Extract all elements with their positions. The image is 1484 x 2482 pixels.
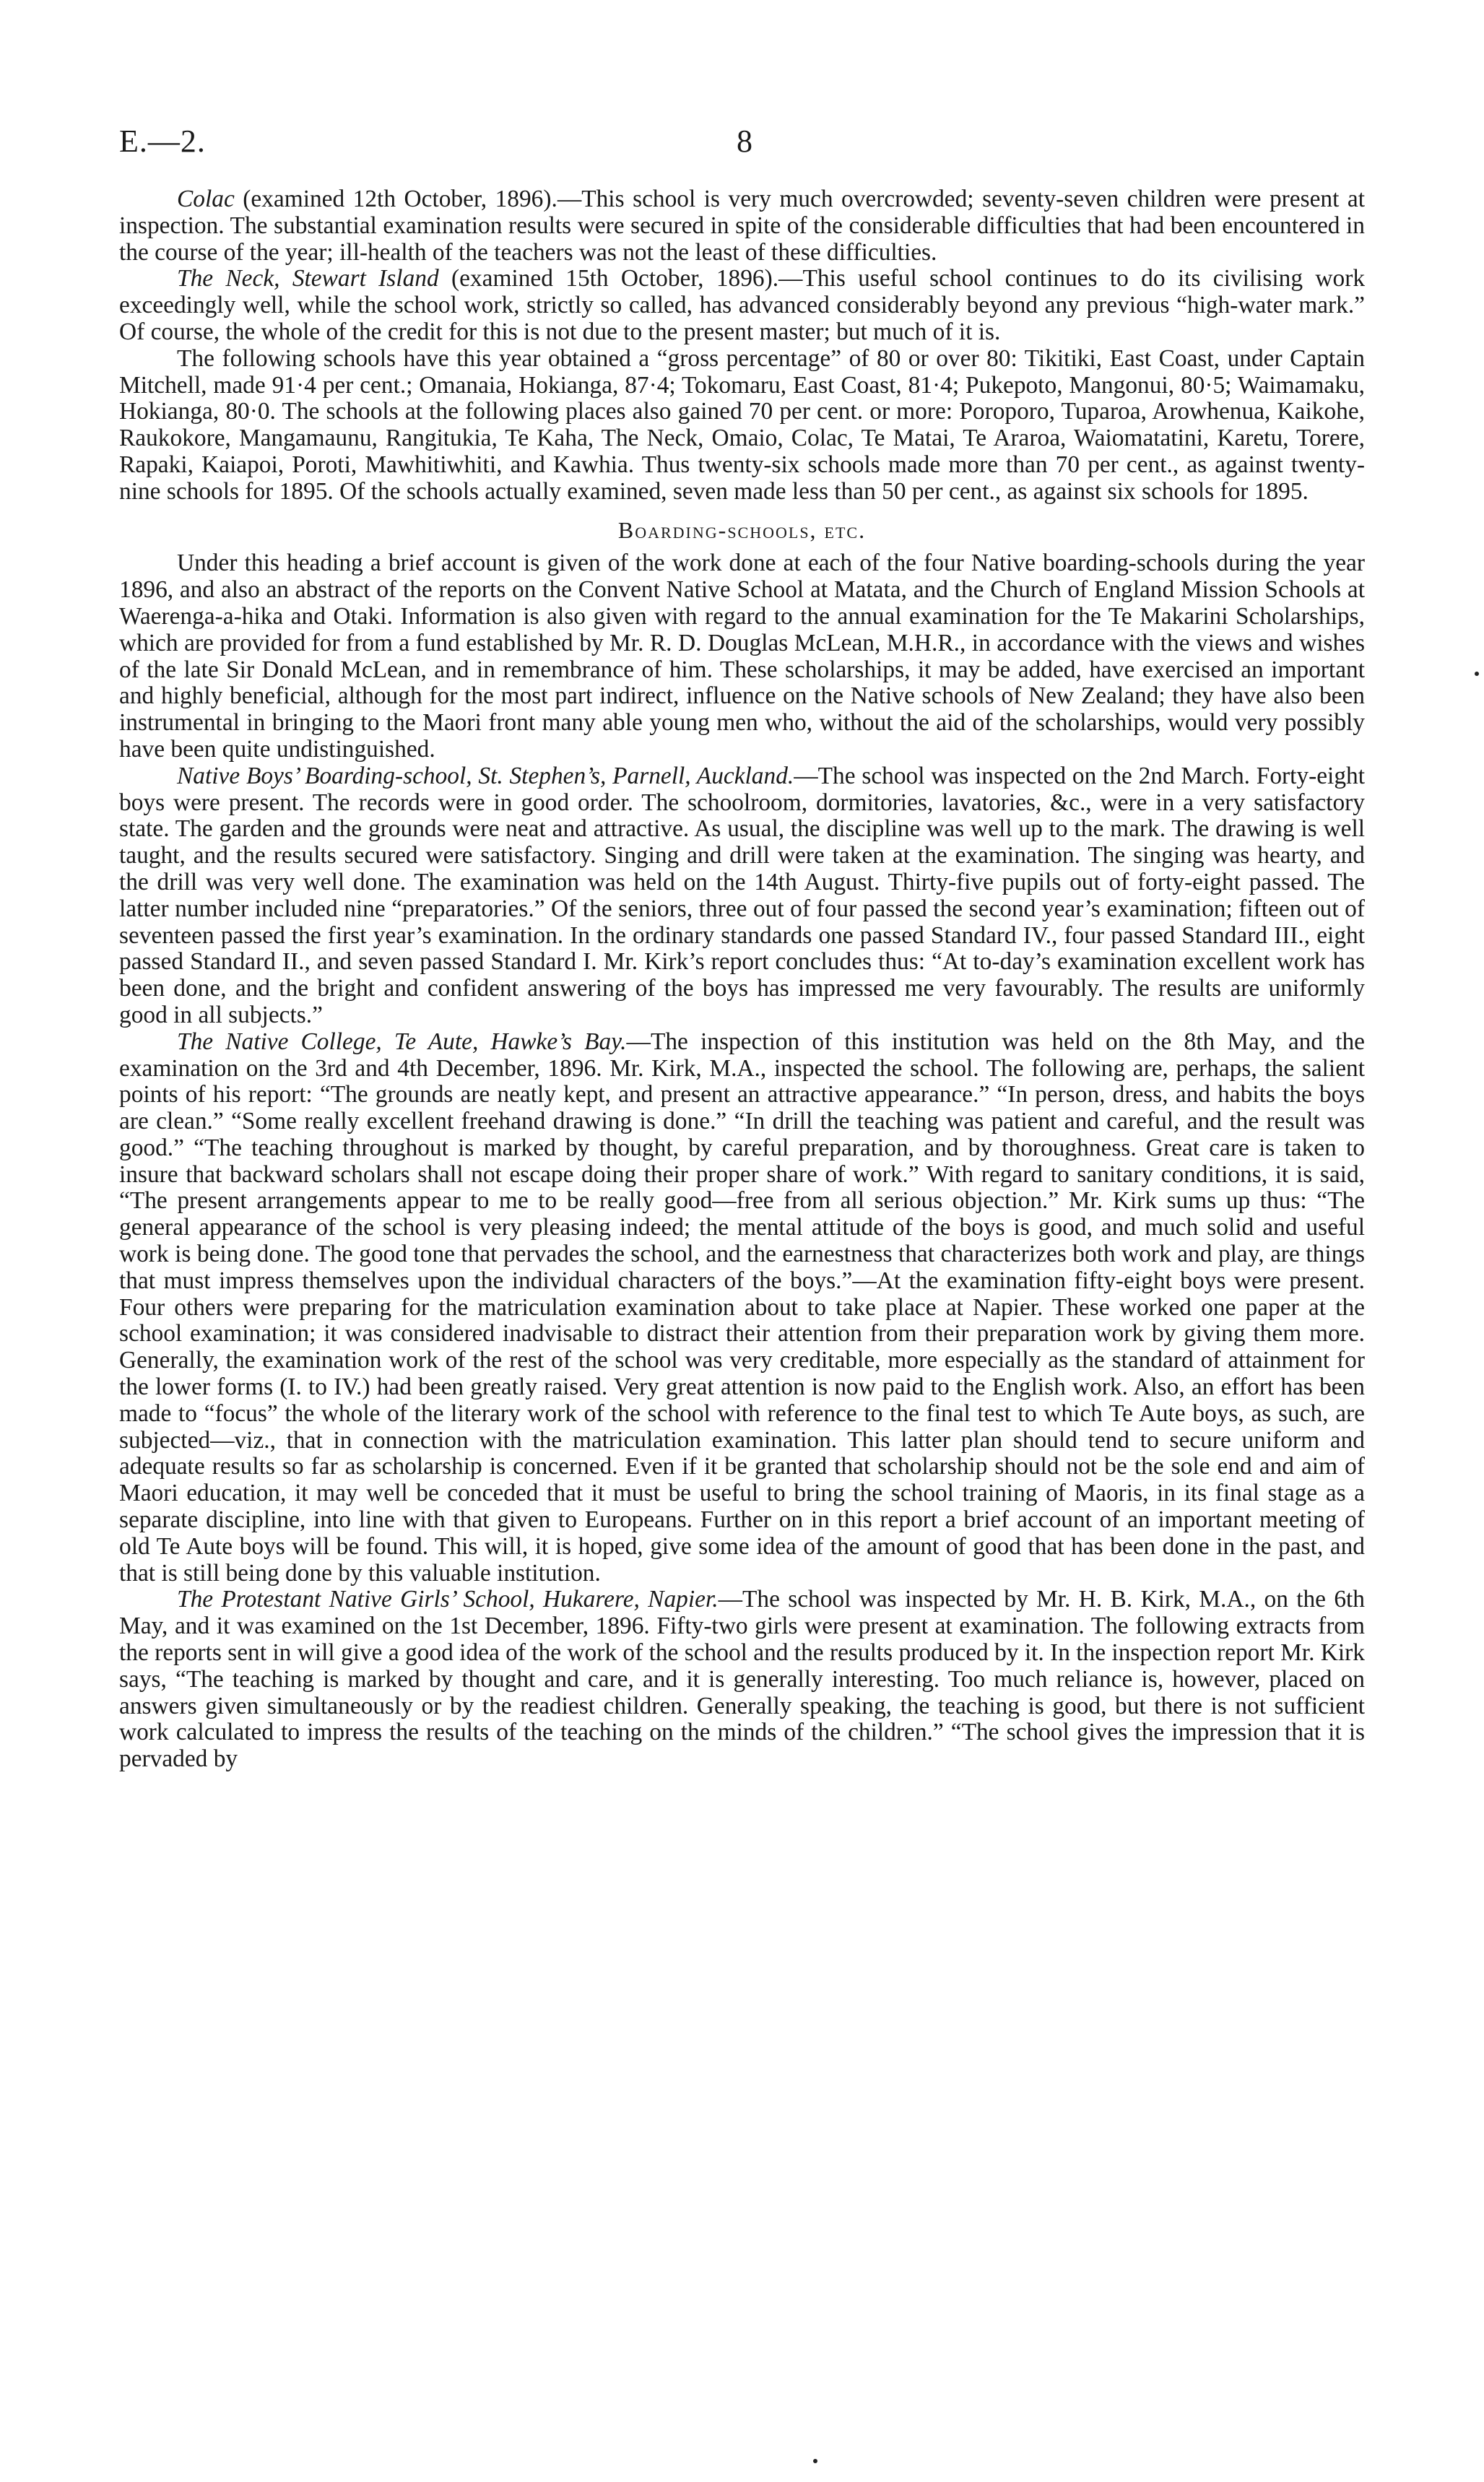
body-text: [119, 186, 1365, 1773]
paragraph-text: Under this heading a brief account is given of the work done at each of the four Native boarding-schools during the year 1896, and also an abstract of the reports on the Convent Native School at Matata, and the Church of England Mission Schools at Waerenga-a-hika and Otaki. Information is also given with regard to the annual examination for the Te Makarini Scholarships, which are provided for from a fund established by Mr. R. D. Douglas McLean, M.H.R., in accordance with the views and wishes of the late Sir Donald McLean, and in remembrance of him. These scholarships, it may be added, have exercised an important and highly beneficial, although for the most part indirect, influence on the Native schools of New Zealand; they have also been instrumental in bringing to the Maori front many able young men who, without the aid of the scholarships, would very possibly have been quite undistinguished.: [119, 550, 1365, 763]
paragraph-colac: [119, 186, 1365, 266]
document-reference: E.—2.: [119, 123, 206, 159]
paragraph-te-aute: [119, 1029, 1365, 1587]
paragraph-text: (examined 12th October, 1896).—This school is very much overcrowded; seventy-seven children were present at inspection. The substantial examination results were secured in spite of the considerable difficulties that had been encountered in the course of the year; ill-health of the teachers was not the least of these difficulties.: [119, 186, 1365, 266]
paragraph-st-stephens: [119, 763, 1365, 1029]
paragraph-the-neck: [119, 266, 1365, 345]
paragraph-lead: Native Boys’ Boarding-school, St. Stephen’s, Parnell, Auckland.: [177, 762, 794, 789]
paragraph-boarding-intro: [119, 550, 1365, 763]
paragraph-hukarere: [119, 1587, 1365, 1773]
footer-dot: [813, 2459, 817, 2463]
page-header: [119, 123, 1368, 166]
section-heading: Boarding-schools, etc.: [617, 516, 867, 543]
paragraph-gross-percentage: [119, 346, 1365, 505]
paragraph-text: —The inspection of this institution was held on the 8th May, and the examination on the 3rd and 4th December, 1896. Mr. Kirk, M.A., inspected the school. The following are, perhaps, the salient points of his report: “The grounds are neatly kept, and present an attractive appearance.” “In person, dress, and habits the boys are clean.” “Some really excellent freehand drawing is done.” “In drill the teaching was patient and careful, and the result was good.” “The teaching throughout is marked by thought, by careful preparation, and by thoroughness. Great care is taken to insure that backward scholars shall not escape doing their proper share of work.” With regard to sanitary conditions, it is said, “The present arrangements appear to me to be really good—free from all serious objection.” Mr. Kirk sums up thus: “The general appearance of the school is very pleasing indeed; the mental attitude of the boys is good, and much solid and useful work is being done. The good tone that pervades the school, and the earnestness that characterizes both work and play, are things that must impress themselves upon the individual characters of the boys.”—At the examination fifty-eight boys were present. Four others were preparing for the matriculation examination about to take place at Napier. These worked one paper at the school examination; it was considered inadvisable to distract their attention from their preparation work by giving them more. Generally, the examination work of the rest of the school was very creditable, more especially as the standard of attainment for the lower forms (I. to IV.) had been greatly raised. Very great attention is now paid to the English work. Also, an effort has been made to “focus” the whole of the literary work of the school with reference to the final test to which Te Aute boys, as such, are subjected—viz., that in connection with the matriculation examination. This latter plan should tend to secure uniform and adequate results so far as scholarship is concerned. Even if it be granted that scholarship should not be the sole end and aim of Maori education, it may well be conceded that it must be useful to bring the school training of Maoris, in its final stage as a separate discipline, into line with that given to Europeans. Further on in this report a brief account of an important meeting of old Te Aute boys will be found. This will, it is hoped, give some idea of the amount of good that has been done in the past, and that is still being done by this valuable institution.: [119, 1028, 1366, 1587]
paragraph-text: —The school was inspected on the 2nd March. Forty-eight boys were present. The records were in good order. The schoolroom, dormitories, lavatories, &c., were in a very satisfactory state. The garden and the grounds were neat and attractive. As usual, the discipline was well up to the mark. The drawing is well taught, and the results secured were satisfactory. Singing and drill were taken at the examination. The singing was hearty, and the drill was very well done. The examination was held on the 14th August. Thirty-five pupils out of forty-eight passed. The latter number included nine “preparatories.” Of the seniors, three out of four passed the second year’s examination; fifteen out of seventeen passed the first year’s examination. In the ordinary standards one passed Standard IV., four passed Standard III., eight passed Standard II., and seven passed Standard I. Mr. Kirk’s report concludes thus: “At to-day’s examination excellent work has been done, and the bright and confident answering of the boys has impressed me very favourably. The results are uniformly good in all subjects.”: [119, 762, 1366, 1028]
paragraph-lead: The Protestant Native Girls’ School, Hukarere, Napier.: [177, 1586, 719, 1613]
page-number: 8: [737, 123, 752, 159]
paragraph-lead: The Native College, Te Aute, Hawke’s Bay.: [177, 1028, 627, 1055]
paragraph-text: —The school was inspected by Mr. H. B. Kirk, M.A., on the 6th May, and it was examined on the 1st December, 1896. Fifty-two girls were present at examination. The following extracts from the reports sent in will give a good idea of the work of the school and the results produced by it. In the inspection report Mr. Kirk says, “The teaching is marked by thought and care, and it is generally interesting. Too much reliance is, however, placed on answers given simultaneously or by the readiest children. Generally speaking, the teaching is good, but there is not sufficient work calculated to impress the results of the teaching on the minds of the children.” “The school gives the impression that it is pervaded by: [119, 1586, 1365, 1773]
margin-dot: [1475, 672, 1479, 676]
paragraph-text: The following schools have this year obtained a “gross percentage” of 80 or over 80: Tikitiki, East Coast, under Captain Mitchell, made 91·4 per cent.; Omanaia, Hokianga, 87·4; Tokomaru, East Coast, 81·4; Pukepoto, Mangonui, 80·5; Waimamaku, Hokianga, 80·0. The schools at the following places also gained 70 per cent. or more: Poroporo, Tuparoa, Arowhenua, Kaikohe, Raukokore, Mangamaunu, Rangitukia, Te Kaha, The Neck, Omaio, Colac, Te Matai, Te Araroa, Waiomatatini, Karetu, Torere, Rapaki, Kaiapoi, Poroti, Mawhitiwhiti, and Kawhia. Thus twenty-six schools made more than 70 per cent., as against twenty-nine schools for 1895. Of the schools actually examined, seven made less than 50 per cent., as against six schools for 1895.: [119, 344, 1365, 505]
paragraph-lead: Colac: [177, 186, 235, 212]
paragraph-lead: The Neck, Stewart Island: [177, 265, 439, 292]
paragraph-text: (examined 15th October, 1896).—This useful school continues to do its civilising work exceedingly well, while the school work, strictly so called, has advanced considerably beyond any previous “high-water mark.” Of course, the whole of the credit for this is not due to the present master; but much of it is.: [119, 265, 1366, 345]
